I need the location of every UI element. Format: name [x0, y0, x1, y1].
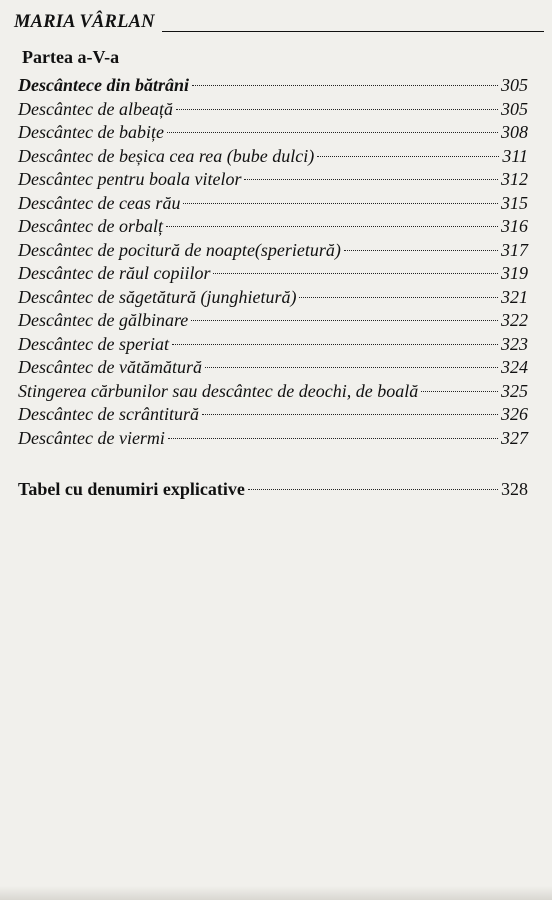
- toc-entry-page: 326: [501, 404, 528, 424]
- toc-entry-page: 328: [501, 479, 528, 499]
- author-name: MARIA VÂRLAN: [14, 12, 155, 32]
- toc-entry-page: 305: [501, 75, 528, 95]
- dot-leader: [248, 489, 498, 490]
- toc-entry-title: Descântec de babițe: [18, 122, 164, 142]
- toc-entry-page: 322: [501, 310, 528, 330]
- toc-entry-title: Descântec de speriat: [18, 333, 169, 354]
- dot-leader: [176, 109, 498, 110]
- toc-entry: [18, 192, 528, 216]
- toc-entry-title: Descântece din bătrâni: [18, 75, 189, 95]
- toc-entry-title: Descântec de beșica cea rea (bube dulci): [18, 145, 315, 166]
- dot-leader: [166, 226, 498, 227]
- dot-leader: [172, 344, 498, 345]
- toc-entry-page: 327: [501, 427, 528, 448]
- dot-leader: [202, 414, 498, 415]
- dot-leader: [244, 179, 498, 180]
- toc-entry: [18, 427, 528, 451]
- toc-entry: [18, 309, 528, 333]
- toc-entry-title: Tabel cu denumiri explicative: [18, 479, 245, 499]
- toc-entry-title: Descântec de albeață: [18, 98, 173, 119]
- toc-entry-title: Descântec de orbalț: [18, 216, 163, 236]
- dot-leader: [168, 438, 498, 439]
- toc-entry: [18, 262, 528, 286]
- toc-entry-title: Descântec pentru boala vitelor: [18, 169, 242, 189]
- toc-entry-page: 311: [502, 145, 528, 166]
- toc-entry-page: 308: [501, 122, 528, 142]
- toc-entry-page: 305: [501, 98, 528, 119]
- toc-entry: [18, 286, 528, 310]
- dot-leader: [205, 367, 498, 368]
- toc-entry: [18, 121, 528, 145]
- toc-entry-title: Descântec de gălbinare: [18, 310, 189, 330]
- toc-entry: [18, 380, 528, 404]
- toc-entry: [18, 98, 528, 122]
- toc-entry: [18, 403, 528, 427]
- toc-entry: [18, 215, 528, 239]
- table-of-contents: [18, 74, 528, 450]
- toc-entry-title: Descântec de viermi: [18, 427, 165, 448]
- toc-entry: [18, 333, 528, 357]
- dot-leader: [183, 203, 498, 204]
- toc-entry: [18, 74, 528, 98]
- toc-entry-page: 315: [501, 192, 528, 213]
- toc-entry: [18, 239, 528, 263]
- dot-leader: [344, 250, 498, 251]
- toc-entry-page: 319: [501, 263, 528, 283]
- toc-entry: [18, 356, 528, 380]
- dot-leader: [213, 273, 498, 274]
- toc-entry-title: Descântec de pocitură de noapte(sperietură): [18, 239, 341, 260]
- page-header: [14, 10, 544, 36]
- toc-entry-page: 317: [501, 239, 528, 260]
- toc-entry-title: Descântec de scrântitură: [18, 404, 199, 424]
- page-bottom-edge: [0, 886, 552, 900]
- dot-leader: [317, 156, 499, 157]
- toc-entry-page: 323: [501, 333, 528, 354]
- toc-entry-title: Descântec de vătămătură: [18, 357, 202, 377]
- dot-leader: [299, 297, 498, 298]
- toc-entry-title: Descântec de răul copiilor: [18, 263, 211, 283]
- section-title: Partea a-V-a: [22, 47, 120, 67]
- toc-entry-page: 312: [501, 169, 528, 189]
- toc-entry: [18, 145, 528, 169]
- toc-entry-page: 316: [501, 216, 528, 236]
- toc-entry-page: 321: [501, 286, 528, 307]
- header-rule: [162, 31, 544, 33]
- toc-entry-title: Stingerea cărbunilor sau descântec de deochi, de boală: [18, 380, 419, 401]
- dot-leader: [167, 132, 498, 133]
- dot-leader: [192, 85, 498, 86]
- toc-entry-tabel: [18, 478, 528, 501]
- toc-entry-title: Descântec de ceas rău: [18, 192, 181, 213]
- dot-leader: [191, 320, 498, 321]
- toc-entry: [18, 168, 528, 192]
- toc-entry-page: 324: [501, 357, 528, 377]
- dot-leader: [421, 391, 498, 392]
- toc-entry-title: Descântec de săgetătură (junghietură): [18, 286, 297, 307]
- toc-entry-page: 325: [501, 380, 528, 401]
